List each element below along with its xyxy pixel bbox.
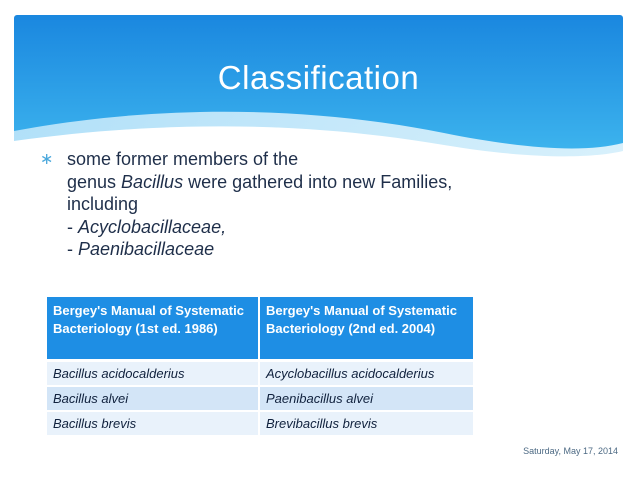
family-name-1: Acyclobacillaceae, xyxy=(78,216,227,237)
family-dash-2: - xyxy=(67,239,78,259)
table-cell: Bacillus brevis xyxy=(47,411,259,436)
asterisk-bullet-icon: ∗ xyxy=(40,151,54,168)
classification-table xyxy=(47,297,473,437)
genus-name: Bacillus xyxy=(121,171,184,192)
table-cell: Bacillus acidocalderius xyxy=(47,361,259,387)
column-header-1st-edition: Bergey's Manual of Systematic Bacteriology (1st ed. 1986) xyxy=(47,297,259,361)
title-banner xyxy=(14,15,623,165)
bullet-line-2-end: were gathered into new Families, xyxy=(183,171,453,192)
slide-date: Saturday, May 17, 2014 xyxy=(523,446,618,456)
bullet-line-3: including xyxy=(67,194,139,214)
bullet-text xyxy=(67,148,587,261)
slide-title: Classification xyxy=(217,59,420,96)
table-header-row xyxy=(47,297,473,361)
table-cell: Bacillus alvei xyxy=(47,386,259,411)
bullet-line-2-start: genus xyxy=(67,171,122,192)
bullet-line-1: some former members of the xyxy=(67,149,299,169)
table-row xyxy=(47,361,473,387)
table-cell: Acyclobacillus acidocalderius xyxy=(259,361,473,387)
table-cell: Paenibacillus alvei xyxy=(259,386,473,411)
column-header-2nd-edition: Bergey's Manual of Systematic Bacteriology (2nd ed. 2004) xyxy=(259,297,473,361)
table-row xyxy=(47,386,473,411)
family-dash-1: - xyxy=(67,216,78,237)
family-name-2: Paenibacillaceae xyxy=(78,239,215,259)
table-cell: Brevibacillus brevis xyxy=(259,411,473,436)
table-row xyxy=(47,411,473,436)
